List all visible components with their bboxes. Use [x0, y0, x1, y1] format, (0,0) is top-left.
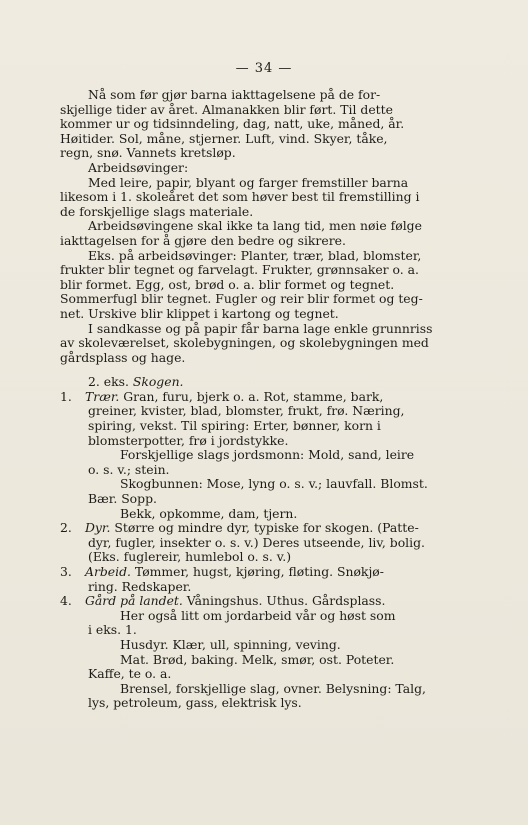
line-text: Gran, furu, bjerk o. a. Rot, stamme, bark,: [119, 388, 384, 404]
line-text: skjellige tider av året. Almanakken blir ført. Til dette: [60, 101, 393, 117]
item-number: 3.: [60, 564, 72, 579]
text-line: [60, 448, 460, 463]
line-text: Nå som før gjør barna iakttagelsene på de for-: [88, 87, 381, 102]
text-line: [60, 580, 460, 595]
text-line: [60, 594, 460, 609]
item-heading: Gård på landet.: [85, 593, 183, 609]
line-text: Husdyr. Klær, ull, spinning, veving.: [120, 636, 341, 652]
line-text: I sandkasse og på papir får barna lage enkle grunnriss: [88, 320, 433, 336]
text-line: [60, 521, 460, 536]
text-line: [60, 390, 460, 405]
text-line: [60, 434, 460, 449]
line-text: (Eks. fuglereir, humlebol o. s. v.): [88, 549, 292, 565]
text-line: [60, 205, 460, 220]
text-line: [60, 249, 460, 264]
text-line: [60, 696, 460, 711]
item-number: 4.: [60, 593, 72, 609]
page-body-text: [60, 88, 460, 711]
text-line: [60, 507, 460, 522]
item-heading: Trær.: [85, 388, 120, 404]
text-line: [60, 292, 460, 307]
text-line: [60, 477, 460, 492]
line-text: kommer ur og tidsinndeling, dag, natt, uke, måned, år.: [60, 116, 405, 132]
text-line: [60, 161, 460, 176]
text-line: [60, 653, 460, 668]
text-line: [60, 263, 460, 278]
text-line: [60, 190, 460, 205]
line-text: spiring, vekst. Til spiring: Erter, bønner, korn i: [88, 418, 381, 434]
text-line: [60, 117, 460, 132]
item-heading: Dyr.: [85, 520, 111, 536]
line-text: dyr, fugler, insekter o. s. v.) Deres utseende, liv, bolig.: [88, 534, 425, 550]
item-number: 1.: [60, 388, 72, 404]
line-text: Her også litt om jordarbeid vår og høst som: [120, 607, 396, 623]
text-line: [60, 463, 460, 478]
text-line: [60, 322, 460, 337]
line-text: regn, snø. Vannets kretsløp.: [60, 145, 236, 161]
line-text: Kaffe, te o. a.: [88, 666, 172, 682]
text-line: [60, 682, 460, 697]
text-line: [60, 404, 460, 419]
text-line: [60, 88, 460, 103]
line-text: 2. eks.: [88, 374, 133, 390]
line-text: Forskjellige slags jordsmonn: Mold, sand, leire: [120, 447, 415, 463]
line-text: gårdsplass og hage.: [60, 349, 186, 365]
text-line: [60, 623, 460, 638]
line-text: Brensel, forskjellige slag, ovner. Belysning: Talg,: [120, 680, 426, 696]
line-text: lys, petroleum, gass, elektrisk lys.: [88, 695, 302, 711]
text-line: [60, 638, 460, 653]
line-text: Bær. Sopp.: [88, 491, 157, 507]
line-text: Mat. Brød, baking. Melk, smør, ost. Poteter.: [120, 651, 395, 667]
line-text: frukter blir tegnet og farvelagt. Frukter, grønnsaker o. a.: [60, 262, 419, 278]
text-line: [60, 565, 460, 580]
line-text: Bekk, opkomme, dam, tjern.: [120, 505, 298, 521]
text-line: [60, 307, 460, 322]
line-text: Tømmer, hugst, kjøring, fløting. Snøkjø-: [130, 564, 384, 579]
text-line: [60, 609, 460, 624]
line-text: Arbeidsøvinger:: [88, 159, 189, 175]
line-text: Med leire, papir, blyant og farger fremstiller barna: [88, 174, 409, 190]
line-text: o. s. v.; stein.: [88, 461, 170, 477]
line-text: de forskjellige slags materiale.: [60, 203, 254, 219]
section-heading: Skogen.: [132, 374, 184, 390]
line-text: blomsterpotter, frø i jordstykke.: [88, 432, 289, 448]
text-line: [60, 176, 460, 191]
text-line: [60, 419, 460, 434]
text-line: [60, 667, 460, 682]
text-line: [60, 278, 460, 293]
text-line: [60, 146, 460, 161]
text-line: [60, 550, 460, 565]
line-text: Sommerfugl blir tegnet. Fugler og reir blir formet og teg-: [60, 291, 423, 307]
text-line: [60, 336, 460, 351]
text-line: [60, 103, 460, 118]
line-text: iakttagelsen for å gjøre den bedre og sikrere.: [60, 232, 346, 248]
line-text: Skogbunnen: Mose, lyng o. s. v.; lauvfall. Blomst.: [120, 476, 428, 492]
text-line: [60, 132, 460, 147]
text-line: [60, 219, 460, 234]
item-number: 2.: [60, 520, 72, 536]
line-text: Arbeidsøvingene skal ikke ta lang tid, men nøie følge: [88, 218, 422, 234]
text-line: [60, 375, 460, 390]
item-heading: Arbeid.: [85, 564, 131, 579]
line-text: Våningshus. Uthus. Gårdsplass.: [182, 593, 386, 609]
line-text: Høitider. Sol, måne, stjerner. Luft, vind. Skyer, tåke,: [60, 130, 388, 146]
line-text: av skoleværelset, skolebygningen, og skolebygningen med: [60, 335, 429, 351]
text-line: [60, 492, 460, 507]
line-text: greiner, kvister, blad, blomster, frukt, frø. Næring,: [88, 403, 405, 419]
line-text: ring. Redskaper.: [88, 578, 192, 594]
line-text: net. Urskive blir klippet i kartong og tegnet.: [60, 305, 339, 321]
text-line: [60, 351, 460, 366]
line-text: blir formet. Egg, ost, brød o. a. blir formet og tegnet.: [60, 276, 395, 292]
page-number: — 34 —: [235, 61, 293, 76]
line-text: likesom i 1. skoleåret det som høver best til fremstilling i: [60, 189, 420, 205]
text-line: [60, 234, 460, 249]
line-text: Eks. på arbeidsøvinger: Planter, trær, blad, blomster,: [88, 247, 422, 263]
line-text: i eks. 1.: [88, 622, 137, 638]
text-line: [60, 536, 460, 551]
line-text: Større og mindre dyr, typiske for skogen. (Patte-: [110, 520, 419, 536]
